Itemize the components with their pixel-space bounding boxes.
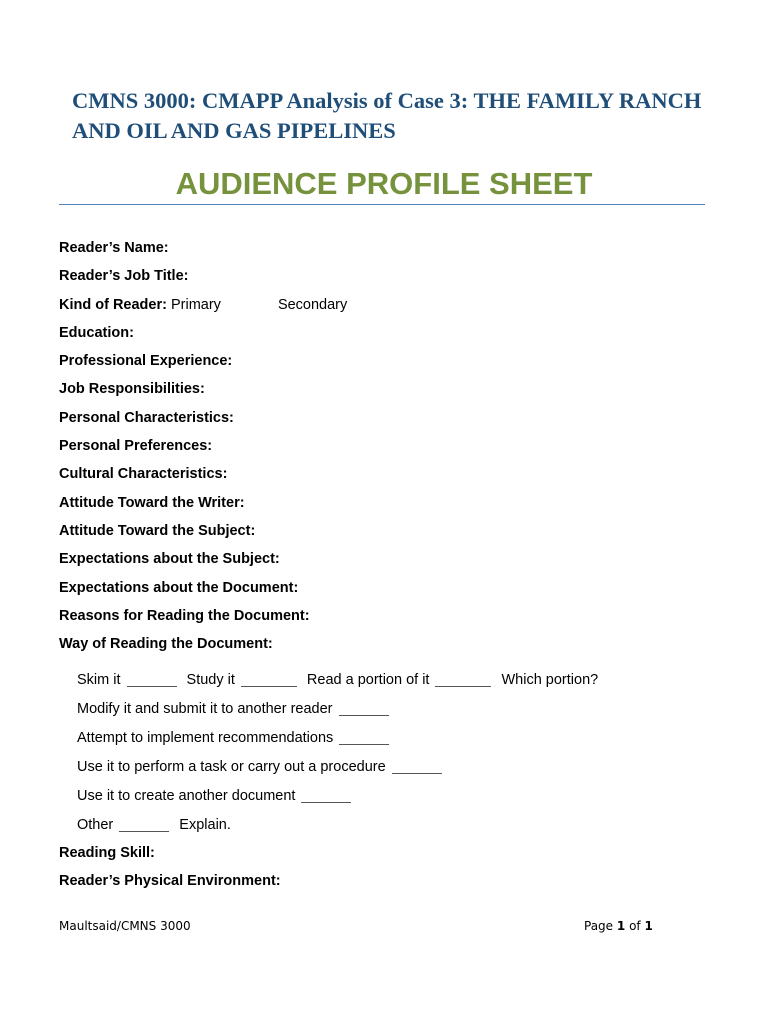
way-row-create-doc [77, 784, 717, 813]
modify-blank[interactable] [339, 701, 389, 716]
profile-fields [59, 236, 699, 660]
field-label: Reader’s Physical Environment: [59, 873, 281, 890]
field-personal-characteristics [59, 406, 699, 434]
title-divider [59, 204, 705, 205]
footer-author: Maultsaid/CMNS 3000 [59, 919, 191, 933]
tail-fields [59, 841, 699, 898]
field-personal-preferences [59, 434, 699, 462]
field-label: Reader’s Name: [59, 240, 169, 256]
field-readers-name [59, 236, 699, 264]
way-row-perform-task [77, 755, 717, 784]
field-label: Education: [59, 324, 134, 341]
field-job-responsibilities [59, 377, 699, 405]
field-label: Expectations about the Document: [59, 579, 299, 596]
field-label: Attitude Toward the Subject: [59, 522, 256, 539]
way-modify-label: Modify it and submit it to another reader [77, 701, 333, 717]
other-blank[interactable] [119, 817, 169, 832]
read-portion-blank[interactable] [435, 672, 491, 687]
field-label: Reader’s Job Title: [59, 268, 189, 285]
page-of: of [629, 919, 641, 933]
perform-task-blank[interactable] [392, 759, 442, 774]
page-total: 1 [644, 919, 653, 933]
option-secondary[interactable]: Secondary [277, 296, 348, 313]
way-other-label: Other [77, 817, 114, 833]
field-label: Cultural Characteristics: [59, 466, 228, 483]
way-row-modify [77, 697, 717, 726]
way-row-other [77, 813, 717, 842]
way-perform-task-label: Use it to perform a task or carry out a procedure [77, 759, 386, 775]
field-readers-job-title [59, 264, 699, 292]
field-label: Personal Preferences: [59, 438, 213, 455]
field-expectations-subject [59, 547, 699, 575]
field-professional-experience [59, 349, 699, 377]
field-label: Attitude Toward the Writer: [59, 494, 245, 511]
field-cultural-characteristics [59, 462, 699, 490]
reading-ways-list [77, 668, 717, 842]
way-row-implement [77, 726, 717, 755]
way-create-doc-label: Use it to create another document [77, 788, 296, 804]
way-read-portion-label: Read a portion of it [306, 672, 430, 688]
field-label: Reading Skill: [59, 845, 155, 861]
way-implement-label: Attempt to implement recommendations [77, 730, 334, 746]
way-skim-label: Skim it [77, 672, 121, 688]
field-way-of-reading [59, 632, 699, 660]
way-row-skim-study [77, 668, 717, 697]
field-label: Way of Reading the Document: [59, 636, 273, 653]
study-blank[interactable] [241, 672, 297, 687]
page-current: 1 [616, 919, 626, 933]
field-kind-of-reader [59, 293, 699, 321]
field-reasons-reading [59, 604, 699, 632]
field-attitude-writer [59, 491, 699, 519]
way-explain-label: Explain. [179, 817, 231, 833]
way-which-portion-label: Which portion? [501, 672, 599, 688]
field-label: Job Responsibilities: [59, 381, 205, 398]
field-label: Expectations about the Subject: [59, 551, 280, 568]
way-study-label: Study it [186, 672, 235, 688]
skim-blank[interactable] [127, 672, 177, 687]
course-title: CMNS 3000: CMAPP Analysis of Case 3: THE FAMILY RANCH AND OIL AND GAS PIPELINES [72, 88, 702, 143]
field-label: Kind of Reader: [59, 296, 167, 313]
field-attitude-subject [59, 519, 699, 547]
option-primary[interactable]: Primary [170, 296, 221, 313]
field-label: Personal Characteristics: [59, 409, 234, 426]
implement-blank[interactable] [339, 730, 389, 745]
field-expectations-document [59, 576, 699, 604]
field-physical-environment [59, 869, 699, 897]
sheet-title: AUDIENCE PROFILE SHEET [175, 166, 593, 201]
field-education [59, 321, 699, 349]
field-label: Reasons for Reading the Document: [59, 607, 310, 624]
field-label: Professional Experience: [59, 353, 233, 370]
page-prefix: Page [584, 919, 614, 933]
field-reading-skill [59, 841, 699, 869]
create-doc-blank[interactable] [301, 788, 351, 803]
footer-page-number [584, 919, 653, 933]
